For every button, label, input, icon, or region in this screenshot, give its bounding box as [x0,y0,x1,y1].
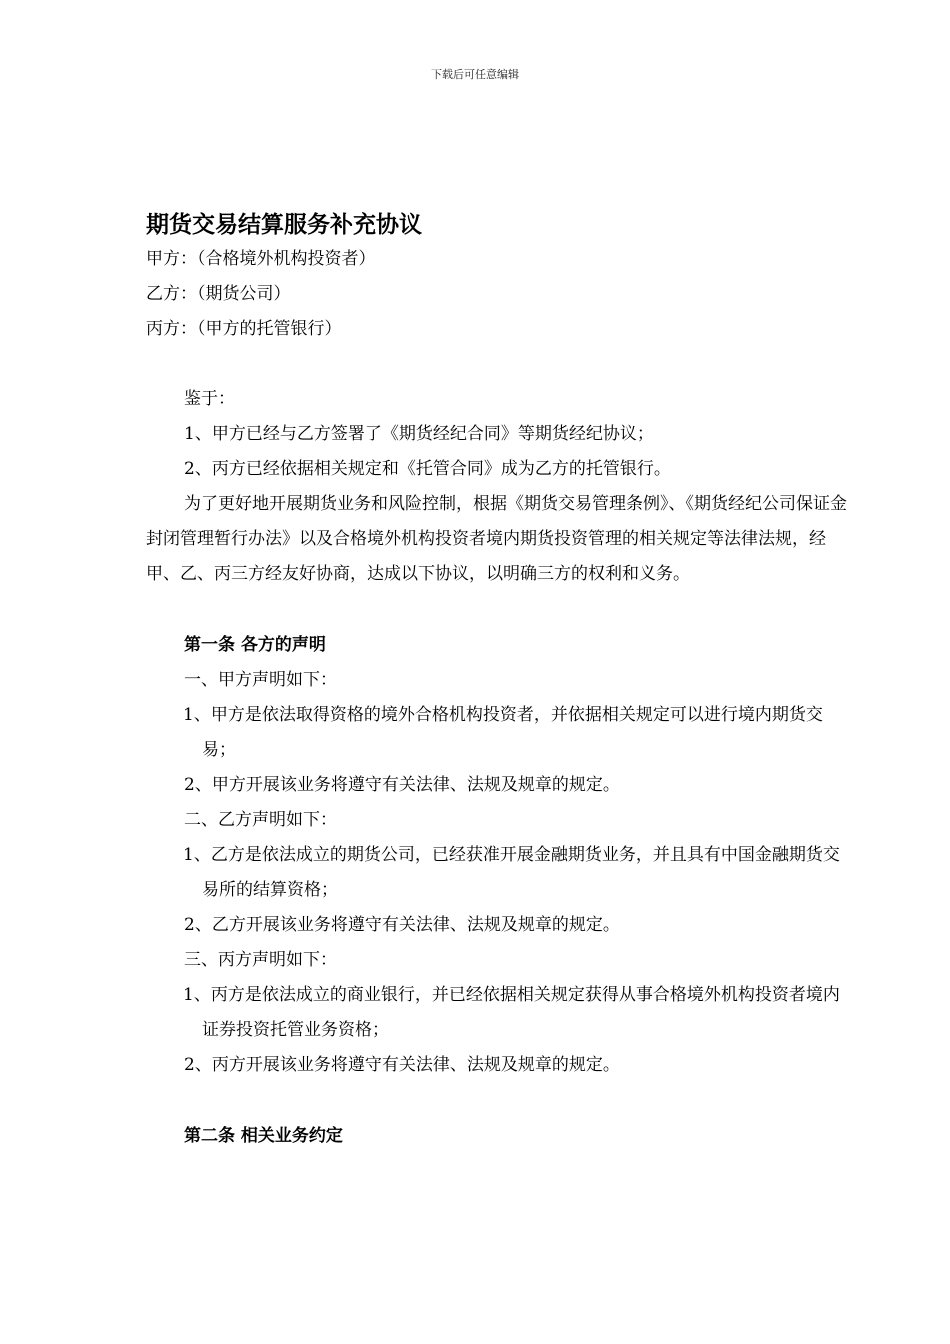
page-header-note: 下载后可任意编辑 [431,68,519,81]
spacer [146,347,848,382]
party-b-declaration-label: 二、乙方声明如下： [184,810,337,830]
spacer [146,592,848,628]
preamble-paragraph: 为了更好地开展期货业务和风险控制，根据《期货交易管理条例》、《期货经纪公司保证金封闭管理暂行办法》以及合格境外机构投资者境内期货投资管理的相关规定等法律法规，经甲、乙、丙三方经友好协商，达成以下协议，以明确三方的权利和义务。 [146,494,847,584]
whereas-label: 鉴于： [184,389,235,409]
party-c-declaration-item: 2、丙方开展该业务将遵守有关法律、法规及规章的规定。 [184,1055,620,1075]
party-a: 甲方：（合格境外机构投资者） [146,249,376,269]
party-c: 丙方：（甲方的托管银行） [146,319,342,339]
party-b: 乙方：（期货公司） [146,284,291,304]
party-b-declaration-item: 2、乙方开展该业务将遵守有关法律、法规及规章的规定。 [184,915,620,935]
party-a-declaration-label: 一、甲方声明如下： [184,670,337,690]
article-1-heading: 第一条 各方的声明 [184,635,326,655]
party-b-declaration-item: 1、乙方是依法成立的期货公司，已经获准开展金融期货业务，并且具有中国金融期货交易所的结算资格； [183,845,840,900]
document-body [146,208,848,1154]
article-2-heading: 第二条 相关业务约定 [184,1126,343,1146]
whereas-item: 1、甲方已经与乙方签署了《期货经纪合同》等期货经纪协议； [184,424,654,444]
party-c-declaration-label: 三、丙方声明如下： [184,950,337,970]
party-c-declaration-item: 1、丙方是依法成立的商业银行，并已经依据相关规定获得从事合格境外机构投资者境内证券投资托管业务资格； [183,985,840,1040]
party-a-declaration-item: 1、甲方是依法取得资格的境外合格机构投资者，并依据相关规定可以进行境内期货交易； [183,705,823,760]
whereas-item: 2、丙方已经依据相关规定和《托管合同》成为乙方的托管银行。 [184,459,671,479]
document-title: 期货交易结算服务补充协议 [146,212,422,238]
spacer [146,1083,848,1119]
party-a-declaration-item: 2、甲方开展该业务将遵守有关法律、法规及规章的规定。 [184,775,620,795]
